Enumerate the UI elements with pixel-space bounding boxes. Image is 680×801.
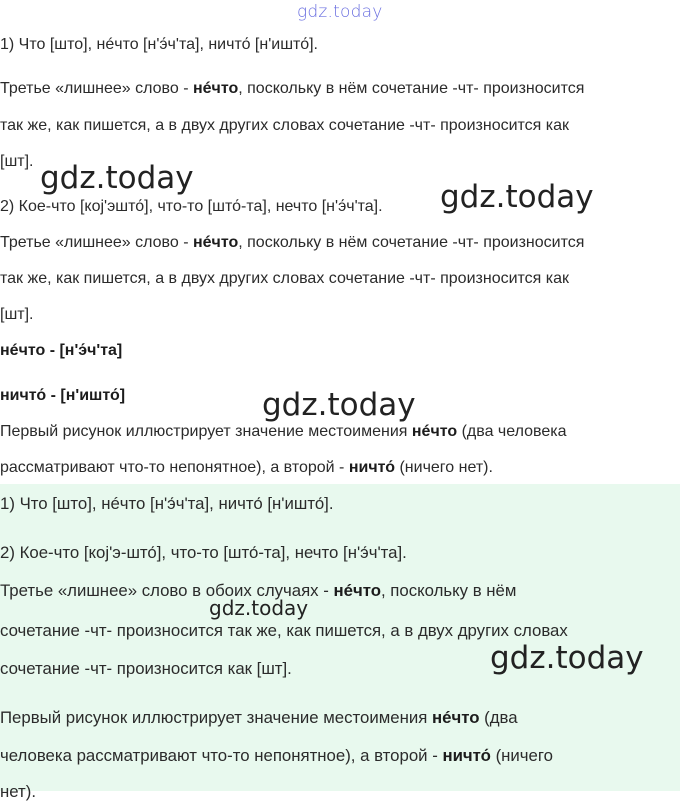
watermark: gdz.today xyxy=(40,160,194,196)
picture-line-2: рассматривают что-то непонятное), а второй - ничто́ (ничего нет). xyxy=(0,459,493,476)
transcription-line-1: нéчто - [н'э́ч'та] xyxy=(0,342,123,359)
explanation-line-5: так же, как пишется, а в двух других словах сочетание -чт- произносится как xyxy=(0,270,570,287)
green-line-2: 2) Кое-что [коj'э-што́], что-то [што́-та], нечто [н'э́ч'та]. xyxy=(0,543,407,562)
green-line-5: сочетание -чт- произносится как [шт]. xyxy=(0,659,292,678)
watermark: gdz.today xyxy=(490,640,644,676)
watermark: gdz.today xyxy=(209,596,309,620)
answer-line-2: 2) Кое-что [коj'эшто́], что-то [што́-та], нечто [н'э́ч'та]. xyxy=(0,198,383,215)
green-line-3: Третье «лишнее» слово в обоих случаях - нéчто, поскольку в нём xyxy=(0,581,517,600)
highlight-word: нéчто xyxy=(432,708,480,727)
highlight-word: ничто́ xyxy=(442,746,491,765)
picture-line-1: Первый рисунок иллюстрирует значение местоимения нéчто (два человека xyxy=(0,423,567,440)
explanation-line-2: так же, как пишется, а в двух других словах сочетание -чт- произносится как xyxy=(0,117,570,134)
transcription-line-2: ничто́ - [н'ишто́] xyxy=(0,387,126,404)
watermark: gdz.today xyxy=(262,387,416,423)
highlight-word: нéчто xyxy=(192,80,239,97)
watermark-top: gdz.today xyxy=(297,2,383,22)
green-line-7: человека рассматривают что-то непонятное), а второй - ничто́ (ничего xyxy=(0,746,553,765)
highlight-word: нéчто xyxy=(192,234,239,251)
explanation-line-6: [шт]. xyxy=(0,306,34,323)
highlight-word: ничто́ xyxy=(348,459,396,476)
green-line-4: сочетание -чт- произносится так же, как пишется, а в двух других словах xyxy=(0,621,568,640)
answer-line-1: 1) Что [што], нéчто [н'э́ч'та], ничто́ [н'ишто́]. xyxy=(0,36,318,53)
highlight-word: нéчто xyxy=(333,581,381,600)
green-line-8: нет). xyxy=(0,782,36,801)
green-line-6: Первый рисунок иллюстрирует значение местоимения нéчто (два xyxy=(0,708,518,727)
green-line-1: 1) Что [што], нéчто [н'э́ч'та], ничто́ [н'ишто́]. xyxy=(0,494,334,513)
explanation-line-3: [шт]. xyxy=(0,153,34,170)
explanation-line-1: Третье «лишнее» слово - нéчто, поскольку в нём сочетание -чт- произносится xyxy=(0,80,585,97)
explanation-line-4: Третье «лишнее» слово - нéчто, поскольку в нём сочетание -чт- произносится xyxy=(0,234,585,251)
watermark: gdz.today xyxy=(440,179,594,215)
highlight-word: нéчто xyxy=(411,423,458,440)
